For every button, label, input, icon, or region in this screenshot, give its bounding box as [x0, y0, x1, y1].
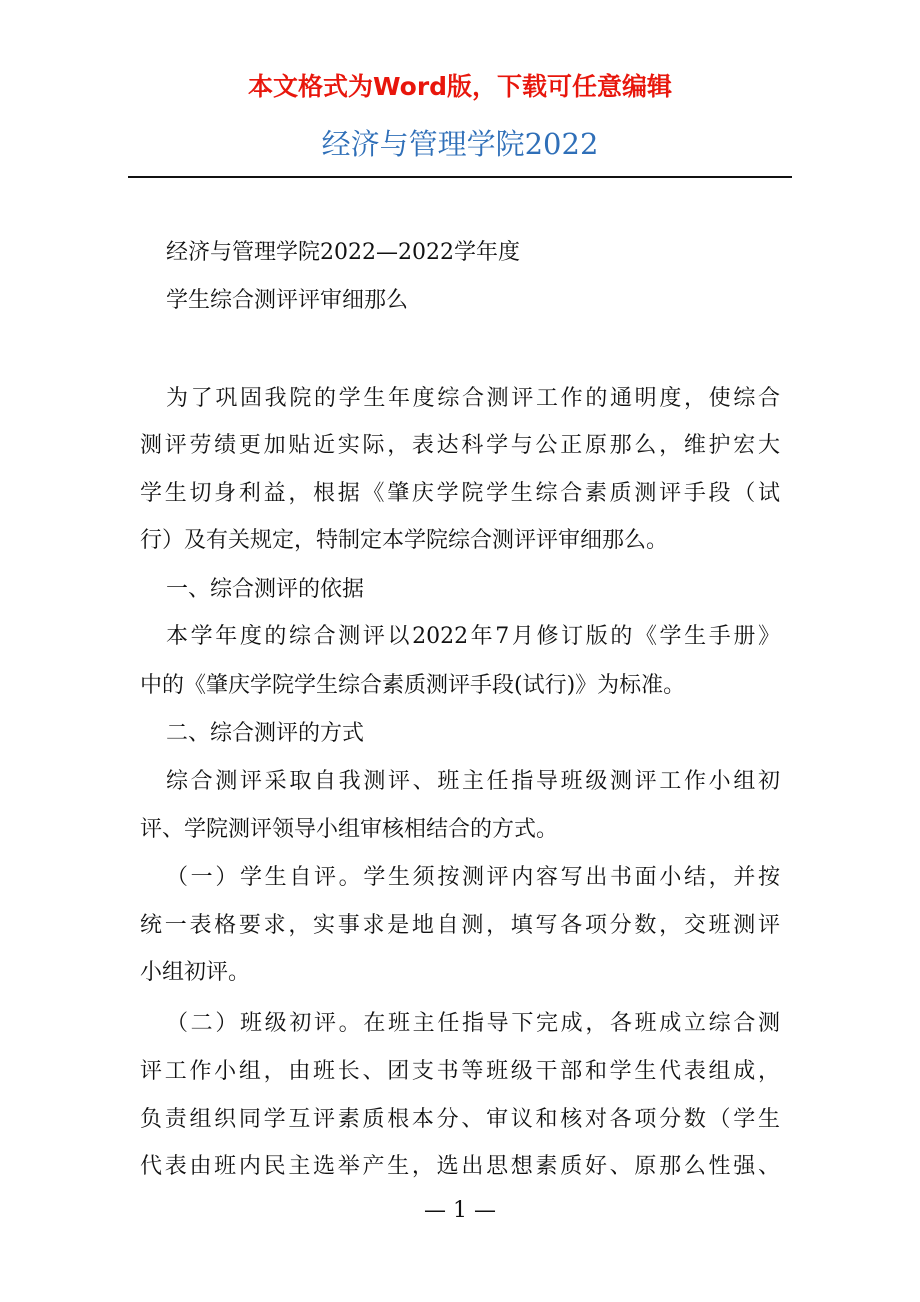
doc-title-line-2: 学生综合测评评审细那么: [166, 288, 409, 313]
paragraph-line: （一）学生自评。学生须按测评内容写出书面小结，并按: [166, 865, 780, 890]
header-title: 经济与管理学院2022: [321, 127, 599, 161]
paragraph-line: 统一表格要求，实事求是地自测，填写各项分数，交班测评: [140, 913, 780, 938]
paragraph-line: 评、学院测评领导小组审核相结合的方式。: [140, 817, 559, 842]
section-heading: 一、综合测评的依据: [166, 577, 365, 602]
paragraph-line: 评工作小组，由班长、团支书等班级干部和学生代表组成，: [140, 1059, 780, 1084]
paragraph-line: 为了巩固我院的学生年度综合测评工作的通明度，使综合: [166, 386, 780, 411]
paragraph-line: 负责组织同学互评素质根本分、审议和核对各项分数（学生: [140, 1107, 780, 1132]
paragraph-line: 中的《肇庆学院学生综合素质测评手段(试行)》为标准。: [140, 673, 686, 698]
page-number: — 1 —: [424, 1198, 496, 1223]
paragraph-line: （二）班级初评。在班主任指导下完成，各班成立综合测: [166, 1011, 780, 1036]
section-heading: 二、综合测评的方式: [166, 721, 365, 746]
paragraph-line: 学生切身利益，根据《肇庆学院学生综合素质测评手段（试: [140, 481, 780, 506]
paragraph-line: 综合测评采取自我测评、班主任指导班级测评工作小组初: [166, 769, 780, 794]
word-format-notice: 本文格式为Word版，下载可任意编辑: [247, 72, 673, 101]
paragraph-line: 代表由班内民主选举产生，选出思想素质好、原那么性强、: [140, 1154, 780, 1179]
header-divider: [128, 176, 792, 178]
paragraph-line: 小组初评。: [140, 960, 251, 985]
paragraph-line: 本学年度的综合测评以2022年7月修订版的《学生手册》: [166, 624, 780, 649]
paragraph-line: 测评劳绩更加贴近实际，表达科学与公正原那么，维护宏大: [140, 433, 780, 458]
doc-title-line-1: 经济与管理学院2022—2022学年度: [166, 240, 520, 265]
paragraph-line: 行）及有关规定，特制定本学院综合测评评审细那么。: [140, 528, 669, 553]
